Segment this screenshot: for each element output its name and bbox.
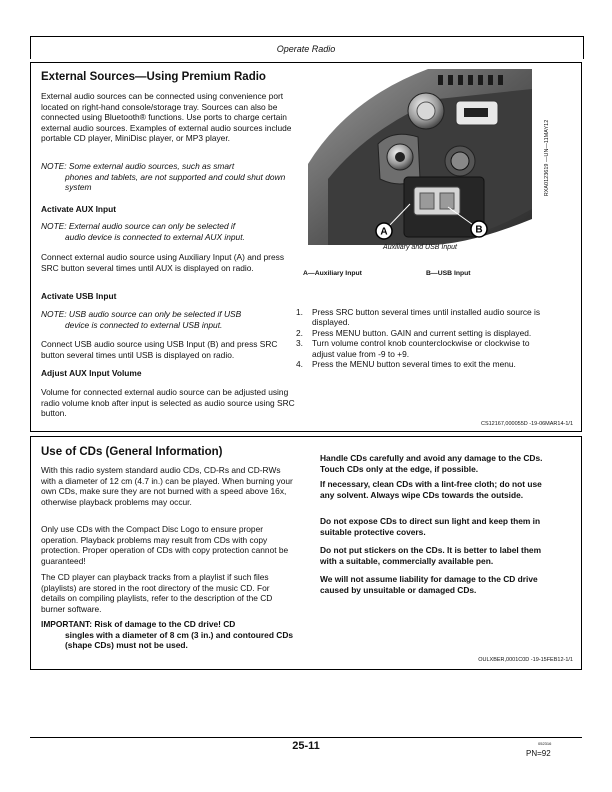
cd-rule-4: Do not put stickers on the CDs. It is better to label them with a suitable, commercially available pen. (320, 545, 542, 566)
header-title: Operate Radio (276, 44, 336, 54)
aux-heading: Activate AUX Input (41, 204, 117, 214)
note-lead: NOTE: Some external audio sources, such as smart (41, 161, 235, 171)
steps-list (296, 307, 546, 369)
cd-paragraph-1: With this radio system standard audio CDs, CD-Rs and CD-RWs with a diameter of 12 cm (4.7 in.) can be played. When burning your own CDs, make sure they are not burned with a speed above 16x, otherwise playback problems may occur. (41, 465, 293, 507)
section-ref-code: CS12167,000055D -19-06MAR14-1/1 (480, 421, 573, 427)
important-warning (41, 619, 303, 651)
aux-usb-photo-illustration (308, 69, 532, 245)
intro-paragraph: External audio sources can be connected using convenience port located on right-hand console/storage tray. Sources can also be connected using Bluetooth® functions. Use ports to charge certain external audio sources. Examples of external audio sources include portable CD player, MiniDisc player, or MP3 player. (41, 91, 292, 144)
usb-heading: Activate USB Input (41, 291, 117, 301)
section-title: Use of CDs (General Information) (41, 446, 223, 458)
volume-heading: Adjust AUX Input Volume (41, 368, 142, 378)
footer-rule (30, 737, 582, 738)
section-ref-code: OULXBER,0001C0D -19-15FEB12-1/1 (478, 657, 573, 663)
note-lead: NOTE: USB audio source can only be selected if USB (41, 309, 242, 319)
note-unsupported (41, 161, 303, 193)
cd-rule-5: We will not assume liability for damage to the CD drive caused by unsuitable or damaged CDs. (320, 574, 538, 595)
cd-rule-3: Do not expose CDs to direct sun light and keep them in suitable protective covers. (320, 516, 541, 537)
section-external-sources (30, 62, 582, 432)
note-cont: device is connected to external USB input. (65, 319, 223, 330)
step-item: 2. Press MENU button. GAIN and current setting is displayed. (296, 327, 532, 338)
usb-body: Connect USB audio source using USB Input (B) and press SRC button several times until USB is displayed on radio. (41, 339, 278, 360)
page-number: 25-11 (292, 740, 320, 752)
note-lead: NOTE: External audio source can only be selected if (41, 221, 236, 231)
important-lead: IMPORTANT: Risk of damage to the CD drive! CD (41, 619, 236, 629)
callout-a: A (380, 226, 388, 238)
aux-body: Connect external audio source using Auxiliary Input (A) and press SRC button several times until AUX is displayed on radio. (41, 252, 285, 273)
image-caption: Auxiliary and USB Input (383, 244, 457, 251)
step-item: 3. Turn volume control knob counterclockwise or clockwise to adjust value from -9 to +9. (296, 338, 530, 359)
image-code: RXA0123619 —UN—11MAY12 (544, 119, 550, 197)
aux-usb-photo (308, 69, 532, 245)
note-cont: audio device is connected to external AUX input. (65, 231, 245, 242)
volume-body: Volume for connected external audio source can be adjusted using radio volume knob after input is selected as audio source using SRC button. (41, 387, 295, 419)
usb-note (41, 309, 303, 330)
legend-auxiliary: A—Auxiliary Input (303, 270, 362, 277)
image-code-wrap (538, 75, 550, 245)
section-use-of-cds (30, 436, 582, 670)
cd-rule-2: If necessary, clean CDs with a lint-free cloth; do not use any solvent. Always wipe CDs towards the outside. (320, 479, 542, 500)
footer-small-code: 052316 (538, 741, 552, 746)
pn-label: PN=92 (526, 749, 551, 758)
important-cont: singles with a diameter of 8 cm (3 in.) and contoured CDs (shape CDs) must not be used. (65, 629, 294, 651)
aux-note (41, 221, 303, 242)
cd-rule-1: Handle CDs carefully and avoid any damage to the CDs. Touch CDs only at the edge, if possible. (320, 453, 543, 474)
callout-b: B (475, 224, 483, 236)
step-item: 1. Press SRC button several times until installed audio source is displayed. (296, 307, 541, 328)
section-title: External Sources—Using Premium Radio (41, 71, 266, 83)
step-item: 4. Press the MENU button several times to exit the menu. (296, 359, 516, 370)
cd-paragraph-2: Only use CDs with the Compact Disc Logo to ensure proper operation. Playback problems may result from CDs with copy protection. Proper operation of CDs with copy protection cannot be guaranteed! (41, 524, 289, 566)
cd-paragraph-3: The CD player can playback tracks from a playlist if such files (playlists) are stored in the root directory of the music CD. For details on compiling playlists, refer to the description of the CD burner software. (41, 572, 273, 614)
legend-usb: B—USB Input (426, 270, 471, 277)
note-cont: phones and tablets, are not supported and could shut down system (65, 171, 286, 193)
